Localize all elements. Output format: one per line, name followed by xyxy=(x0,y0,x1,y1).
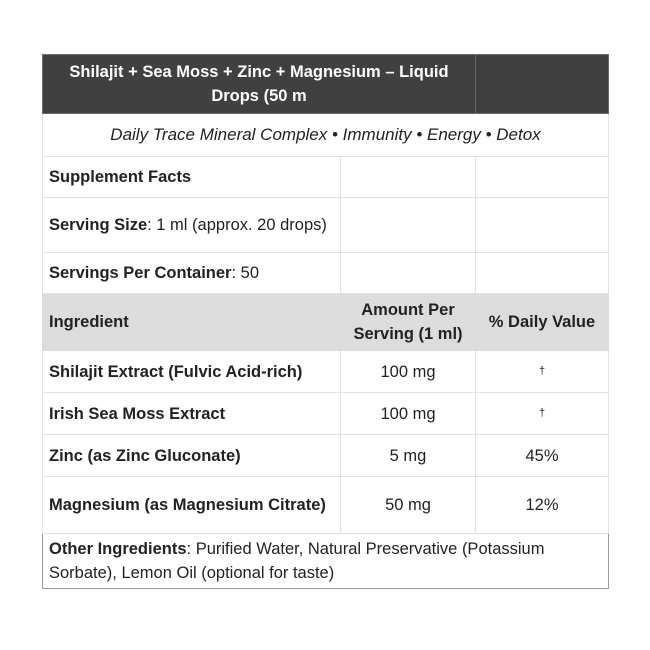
other-ingredients-value: : Purified Water, Natural Preservative (Potassium Sorbate), Lemon Oil (optional for taste) xyxy=(49,540,545,582)
empty-cell xyxy=(476,198,609,253)
column-header-row xyxy=(43,294,609,351)
header-amount: Amount Per Serving (1 ml) xyxy=(341,294,476,351)
supplement-facts-heading xyxy=(43,157,341,198)
header-ingredient: Ingredient xyxy=(43,294,341,351)
supplement-facts-table xyxy=(42,54,609,589)
table-row xyxy=(43,435,609,477)
table-row xyxy=(43,351,609,393)
empty-cell xyxy=(341,198,476,253)
ingredient-name: Magnesium (as Magnesium Citrate) xyxy=(43,477,341,534)
header-daily-value: % Daily Value xyxy=(476,294,609,351)
servings-per-container-value: : 50 xyxy=(231,264,260,282)
empty-cell xyxy=(341,253,476,294)
empty-cell xyxy=(341,157,476,198)
title-empty-cell xyxy=(476,55,609,114)
empty-cell xyxy=(476,253,609,294)
ingredient-daily-value: 45% xyxy=(476,435,609,477)
ingredient-daily-value xyxy=(476,351,609,393)
subtitle-row xyxy=(43,114,609,157)
dagger-symbol: † xyxy=(538,406,546,419)
ingredient-name: Zinc (as Zinc Gluconate) xyxy=(43,435,341,477)
ingredient-amount: 50 mg xyxy=(341,477,476,534)
ingredient-name: Shilajit Extract (Fulvic Acid-rich) xyxy=(43,351,341,393)
product-title: Shilajit + Sea Moss + Zinc + Magnesium – Liquid Drops (50 m xyxy=(43,55,476,114)
other-ingredients-label: Other Ingredients xyxy=(49,540,187,558)
ingredient-name: Irish Sea Moss Extract xyxy=(43,393,341,435)
ingredient-daily-value xyxy=(476,393,609,435)
other-ingredients xyxy=(43,534,609,589)
table-row xyxy=(43,477,609,534)
serving-size xyxy=(43,198,341,253)
serving-size-row xyxy=(43,198,609,253)
product-subtitle: Daily Trace Mineral Complex • Immunity • Energy • Detox xyxy=(43,114,609,157)
ingredient-daily-value: 12% xyxy=(476,477,609,534)
table-row xyxy=(43,393,609,435)
empty-cell xyxy=(476,157,609,198)
ingredient-amount: 5 mg xyxy=(341,435,476,477)
serving-size-value: : 1 ml (approx. 20 drops) xyxy=(147,216,327,234)
supplement-facts-row xyxy=(43,157,609,198)
serving-size-label: Serving Size xyxy=(49,216,148,234)
servings-per-container-row xyxy=(43,253,609,294)
ingredient-amount: 100 mg xyxy=(341,351,476,393)
supplement-facts-label: Supplement Facts xyxy=(49,168,192,186)
ingredient-amount: 100 mg xyxy=(341,393,476,435)
servings-per-container xyxy=(43,253,341,294)
title-row xyxy=(43,55,609,114)
dagger-symbol: † xyxy=(538,364,546,377)
servings-per-container-label: Servings Per Container xyxy=(49,264,232,282)
other-ingredients-row xyxy=(43,534,609,589)
